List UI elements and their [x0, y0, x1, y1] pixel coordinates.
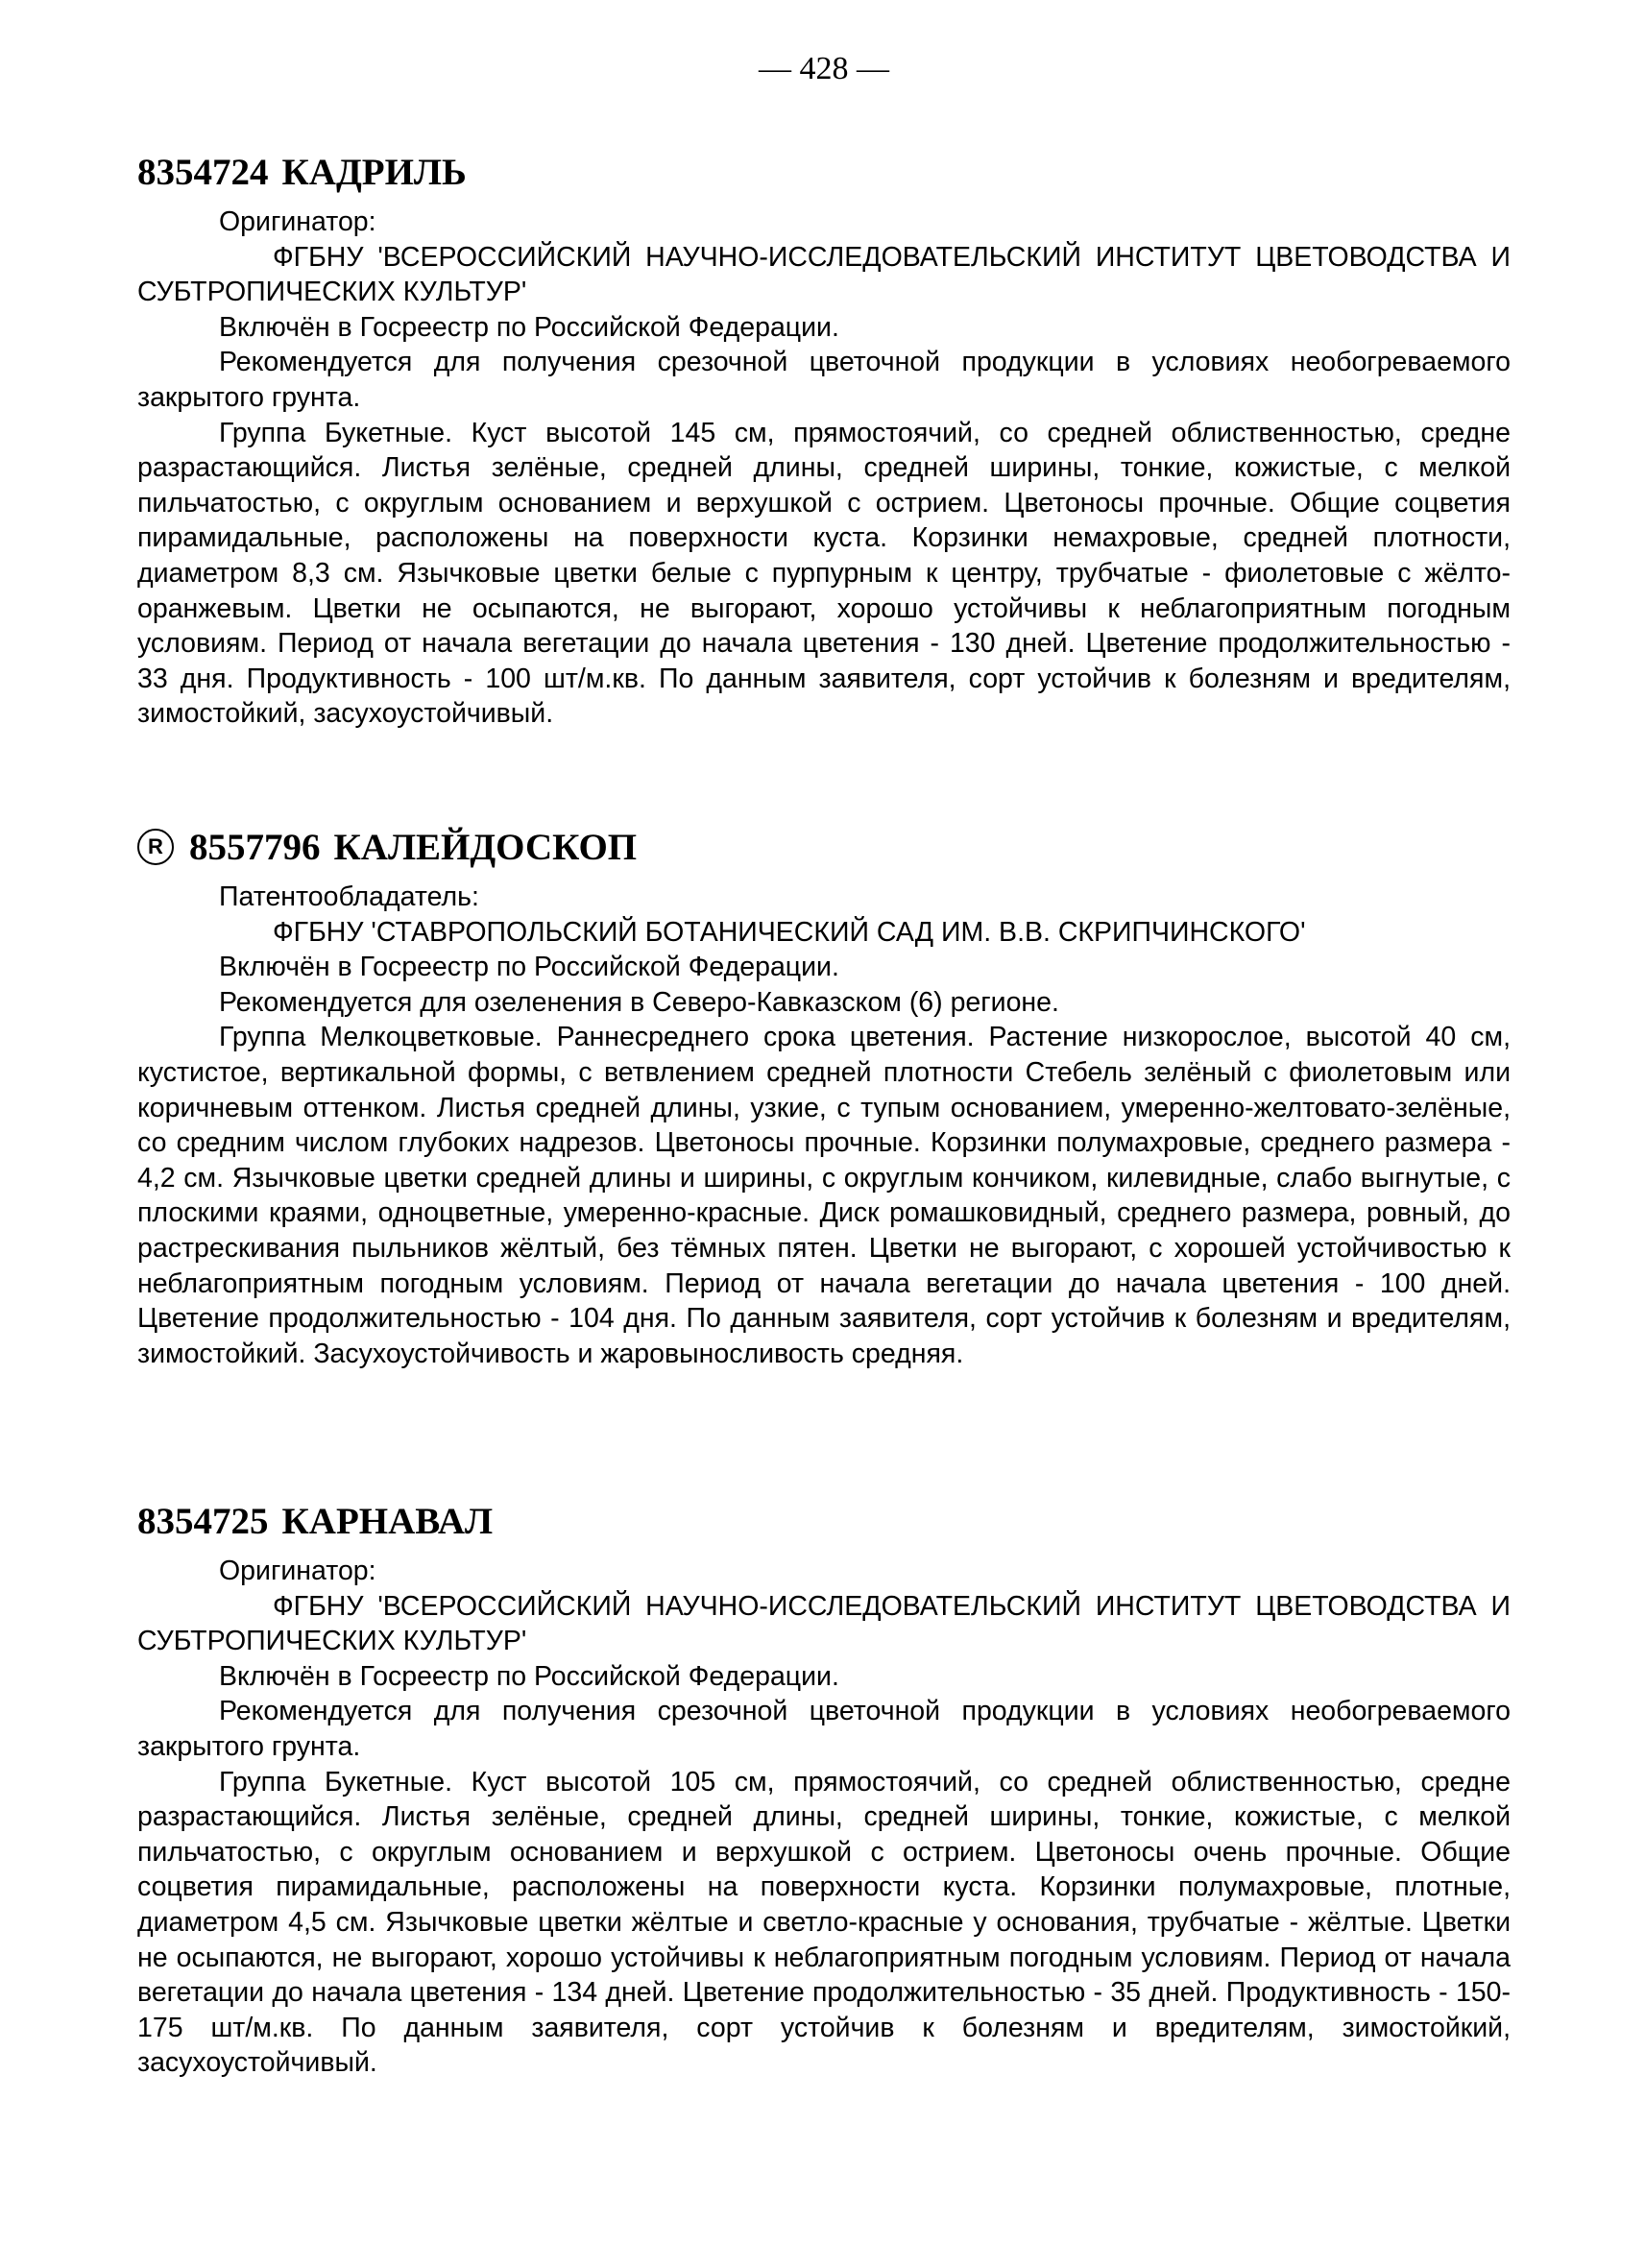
role-label: Оригинатор:: [219, 206, 376, 237]
recommendation: Рекомендуется для озеленения в Северо-Кавказском (6) регионе.: [219, 986, 1059, 1018]
role-label: Патентообладатель:: [219, 881, 479, 912]
variety-entry: [137, 151, 1511, 732]
variety-entry: [137, 1500, 1511, 2081]
entry-title: [137, 151, 1511, 195]
recommendation: Рекомендуется для получения срезочной цветочной продукции в условиях необогреваемого закрытого грунта.: [137, 347, 1511, 413]
owner-name: ФГБНУ 'ВСЕРОССИЙСКИЙ НАУЧНО-ИССЛЕДОВАТЕЛЬСКИЙ ИНСТИТУТ ЦВЕТОВОДСТВА И СУБТРОПИЧЕСКИХ КУЛЬТУР': [137, 1590, 1511, 1657]
owner-name: ФГБНУ 'СТАВРОПОЛЬСКИЙ БОТАНИЧЕСКИЙ САД ИМ. В.В. СКРИПЧИНСКОГО': [273, 916, 1306, 948]
variety-entry: [137, 826, 1511, 1371]
registry-status: Включён в Госреестр по Российской Федерации.: [219, 952, 839, 983]
role-label: Оригинатор:: [219, 1556, 376, 1586]
registry-status: Включён в Госреестр по Российской Федерации.: [219, 311, 839, 343]
description: Группа Букетные. Куст высотой 145 см, прямостоячий, со средней облиственностью, средне разрастающийся. Листья зелёные, средней длины, средней ширины, тонкие, кожистые, с мелкой пильчатостью, с округлым основанием и верхушкой с острием. Цветоносы прочные. Общие соцветия пирамидальные, расположены на поверхности куста. Корзинки немахровые, средней плотности, диаметром 8,3 см. Язычковые цветки белые с пурпурным к центру, трубчатые - фиолетовые с жёлто-оранжевым. Цветки не осыпаются, не выгорают, хорошо устойчивы к неблагоприятным погодным условиям. Период от начала вегетации до начала цветения - 130 дней. Цветение продолжительностью - 33 дня. Продуктивность - 100 шт/м.кв. По данным заявителя, сорт устойчив к болезням и вредителям, зимостойкий, засухоустойчивый.: [137, 417, 1511, 730]
entry-name: КАЛЕЙДОСКОП: [333, 827, 638, 868]
description: Группа Мелкоцветковые. Раннесреднего срока цветения. Растение низкорослое, высотой 40 см, кустистое, вертикальной формы, с ветвлением средней плотности Стебель зелёный с фиолетовым или коричневым оттенком. Листья средней длины, узкие, с тупым основанием, умеренно-желтовато-зелёные, со средним числом глубоких надрезов. Цветоносы прочные. Корзинки полумахровые, среднего размера - 4,2 см. Язычковые цветки средней длины и ширины, с округлым кончиком, килевидные, слабо выгнутые, с плоскими краями, одноцветные, умеренно-красные. Диск ромашковидный, среднего размера, ровный, до растрескивания пыльников жёлтый, без тёмных пятен. Цветки не выгорают, с хорошей устойчивостью к неблагоприятным погодным условиям. Период от начала вегетации до начала цветения - 100 дней. Цветение продолжительностью - 104 дня. По данным заявителя, сорт устойчив к болезням и вредителям, зимостойкий. Засухоустойчивость и жаровыносливость средняя.: [137, 1022, 1511, 1369]
recommendation: Рекомендуется для получения срезочной цветочной продукции в условиях необогреваемого закрытого грунта.: [137, 1696, 1511, 1762]
owner-name: ФГБНУ 'ВСЕРОССИЙСКИЙ НАУЧНО-ИССЛЕДОВАТЕЛЬСКИЙ ИНСТИТУТ ЦВЕТОВОДСТВА И СУБТРОПИЧЕСКИХ КУЛЬТУР': [137, 241, 1511, 308]
entry-name: КАДРИЛЬ: [281, 152, 467, 193]
entry-number: 8354725: [137, 1501, 269, 1542]
registry-status: Включён в Госреестр по Российской Федерации.: [219, 1660, 839, 1692]
entry-title: [137, 826, 1511, 870]
entry-name: КАРНАВАЛ: [281, 1501, 494, 1542]
registered-mark-icon: R: [137, 826, 174, 870]
description: Группа Букетные. Куст высотой 105 см, прямостоячий, со средней облиственностью, средне разрастающийся. Листья зелёные, средней длины, средней ширины, тонкие, кожистые, с мелкой пильчатостью, с округлым основанием и верхушкой с острием. Цветоносы очень прочные. Общие соцветия пирамидальные, расположены на поверхности куста. Корзинки полумахровые, плотные, диаметром 4,5 см. Язычковые цветки жёлтые и светло-красные у основания, трубчатые - жёлтые. Цветки не осыпаются, не выгорают, хорошо устойчивы к неблагоприятным погодным условиям. Период от начала вегетации до начала цветения - 134 дней. Цветение продолжительностью - 35 дней. Продуктивность - 150-175 шт/м.кв. По данным заявителя, сорт устойчив к болезням и вредителям, зимостойкий, засухоустойчивый.: [137, 1766, 1511, 2079]
entry-title: [137, 1500, 1511, 1544]
entry-number: 8354724: [137, 152, 269, 193]
entry-number: 8557796: [189, 827, 321, 868]
page-number: — 428 —: [759, 51, 889, 86]
